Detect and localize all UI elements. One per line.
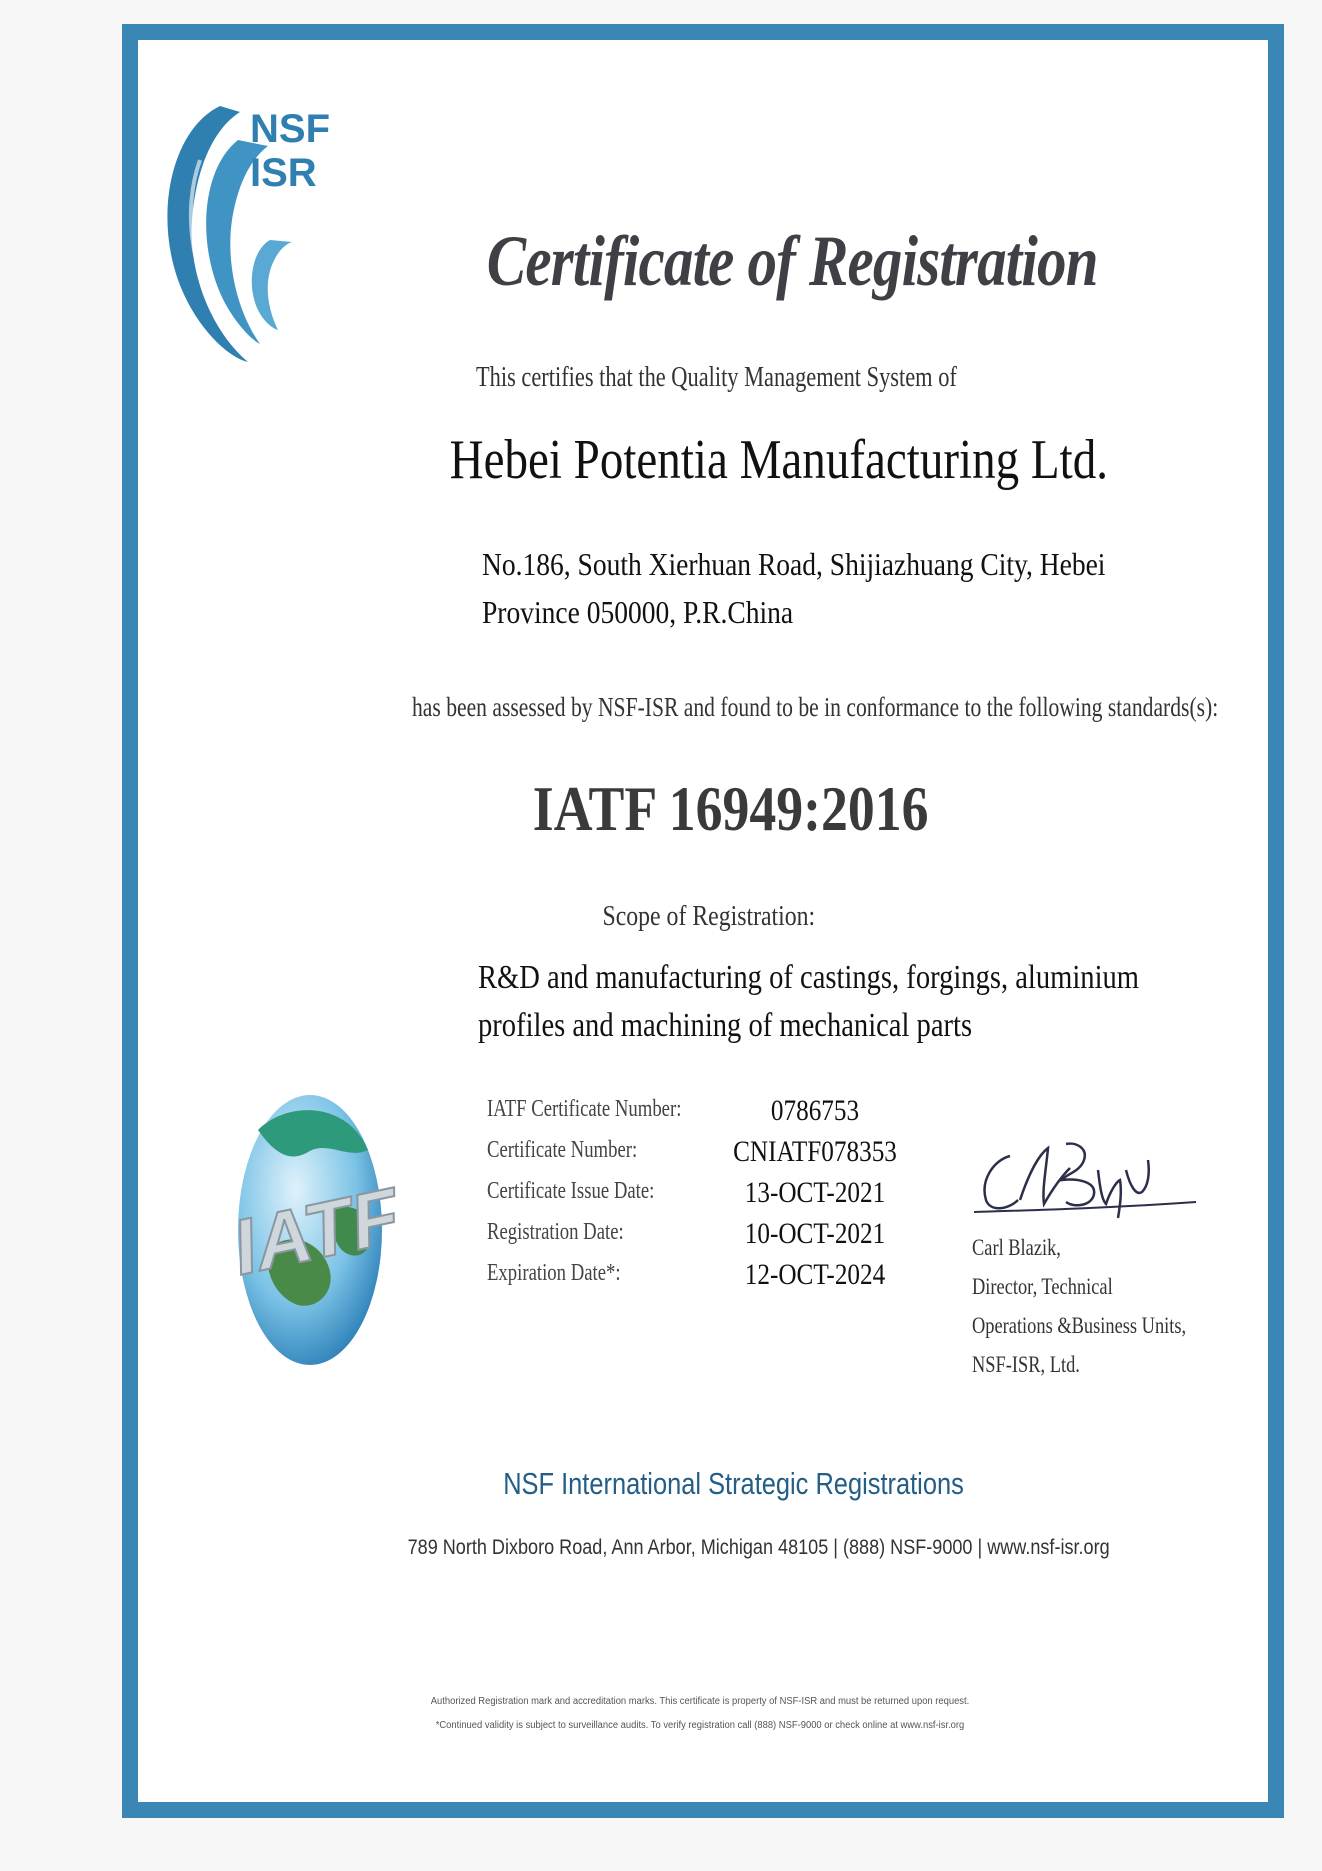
detail-value: 13-OCT-2021	[744, 1176, 886, 1209]
signatory-name: Carl Blazik,	[972, 1235, 1061, 1260]
certificate-details	[487, 1096, 937, 1301]
certificate-title: Certificate of Registration	[486, 221, 1098, 301]
detail-row-issue-date	[487, 1178, 937, 1219]
scope-text	[478, 954, 1140, 1050]
intro-text: This certifies that the Quality Management System of	[476, 362, 957, 393]
detail-row-expiration-date	[487, 1260, 937, 1301]
detail-label: Certificate Number:	[487, 1137, 638, 1163]
detail-label: Expiration Date*:	[487, 1260, 621, 1286]
signature-image	[970, 1130, 1200, 1230]
company-name: Hebei Potentia Manufacturing Ltd.	[449, 429, 1108, 491]
scope-label: Scope of Registration:	[602, 900, 816, 932]
detail-label: Registration Date:	[487, 1219, 624, 1245]
footer-fineprint-1: Authorized Registration mark and accreditation marks. This certificate is property of NSF-ISR and must be returned upon request.	[430, 1696, 970, 1707]
detail-row-registration-date	[487, 1219, 937, 1260]
nsf-logo-line2: ISR	[250, 151, 317, 195]
detail-value: CNIATF078353	[733, 1135, 897, 1168]
iatf-logo	[225, 1090, 408, 1368]
detail-value: 12-OCT-2024	[744, 1258, 886, 1291]
detail-label: Certificate Issue Date:	[487, 1178, 655, 1204]
nsf-isr-logo	[160, 100, 330, 365]
assessment-statement: has been assessed by NSF-ISR and found to be in conformance to the following standards(s):	[412, 692, 1219, 722]
nsf-logo-line1: NSF	[250, 107, 330, 151]
footer-address: 789 North Dixboro Road, Ann Arbor, Michigan 48105 | (888) NSF-9000 | www.nsf-isr.org	[407, 1536, 1110, 1559]
detail-label: IATF Certificate Number:	[487, 1096, 682, 1122]
detail-value: 0786753	[770, 1094, 860, 1127]
footer-organization: NSF International Strategic Registrations	[503, 1466, 964, 1501]
signatory-title-2: Operations &Business Units,	[972, 1313, 1187, 1338]
signatory-org: NSF-ISR, Ltd.	[972, 1352, 1080, 1377]
detail-row-certificate-number	[487, 1137, 937, 1178]
standard-name: IATF 16949:2016	[532, 773, 929, 844]
address-line-1: No.186, South Xierhuan Road, Shijiazhuang City, Hebei	[482, 546, 1106, 582]
iatf-logo-text: IATF	[225, 1170, 408, 1292]
detail-value: 10-OCT-2021	[744, 1217, 886, 1250]
detail-row-iatf-number	[487, 1096, 937, 1137]
signatory-block	[972, 1228, 1187, 1384]
signatory-title-1: Director, Technical	[972, 1274, 1113, 1299]
company-address	[482, 540, 1106, 636]
scope-line-1: R&D and manufacturing of castings, forgings, aluminium	[478, 959, 1140, 996]
address-line-2: Province 050000, P.R.China	[482, 594, 794, 630]
scope-line-2: profiles and machining of mechanical parts	[478, 1007, 973, 1044]
nsf-logo-swoosh-inner	[252, 240, 292, 330]
footer-fineprint-2: *Continued validity is subject to surveillance audits. To verify registration call (888) NSF-9000 or check online at www.nsf-isr.org	[435, 1720, 965, 1731]
